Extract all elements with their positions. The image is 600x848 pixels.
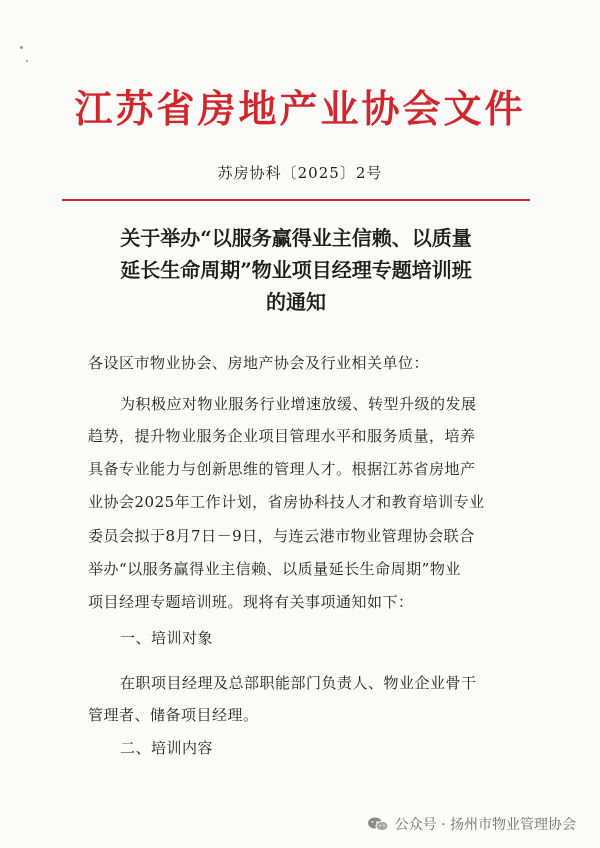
- watermark: [367, 814, 576, 834]
- body-paragraph-line: 在职项目经理及总部职能部门负责人、物业企业骨干: [120, 674, 477, 692]
- scan-speck: [26, 60, 28, 62]
- document-number: 苏房协科〔2025〕2号: [217, 164, 383, 182]
- section-heading: 二、培训内容: [120, 739, 214, 757]
- notice-title-line: 关于举办“以服务赢得业主信赖、以质量: [120, 226, 472, 250]
- notice-title: [60, 222, 532, 318]
- body-paragraph-line: 具备专业能力与创新思维的管理人才。根据江苏省房地产: [88, 460, 476, 478]
- document-header-title: 江苏省房地产业协会文件: [74, 86, 526, 131]
- watermark-text: 公众号 · 扬州市物业管理协会: [394, 817, 576, 833]
- wechat-icon: [367, 816, 389, 832]
- body-paragraph-line: 管理者、储备项目经理。: [88, 706, 259, 724]
- body-paragraph-line: 为积极应对物业服务行业增速放缓、转型升级的发展: [120, 395, 477, 413]
- salutation: 各设区市物业协会、房地产协会及行业相关单位：: [88, 354, 430, 372]
- notice-title-line: 延长生命周期”物业项目经理专题培训班: [120, 258, 472, 282]
- notice-title-line: 的通知: [266, 290, 326, 314]
- scan-speck: [20, 46, 23, 49]
- body-paragraph-line: 举办“以服务赢得业主信赖、以质量延长生命周期”物业: [88, 560, 461, 578]
- body-paragraph-line: 业协会2025年工作计划，省房协科技人才和教育培训专业: [88, 493, 485, 511]
- body-paragraph-line: 委员会拟于8月7日－9日，与连云港市物业管理协会联合: [88, 527, 475, 545]
- body-paragraph-line: 趋势，提升物业服务企业项目管理水平和服务质量，培养: [88, 427, 476, 445]
- header-divider: [62, 199, 530, 201]
- section-heading: 一、培训对象: [120, 629, 214, 647]
- body-paragraph-line: 项目经理专题培训班。现将有关事项通知如下：: [88, 593, 414, 611]
